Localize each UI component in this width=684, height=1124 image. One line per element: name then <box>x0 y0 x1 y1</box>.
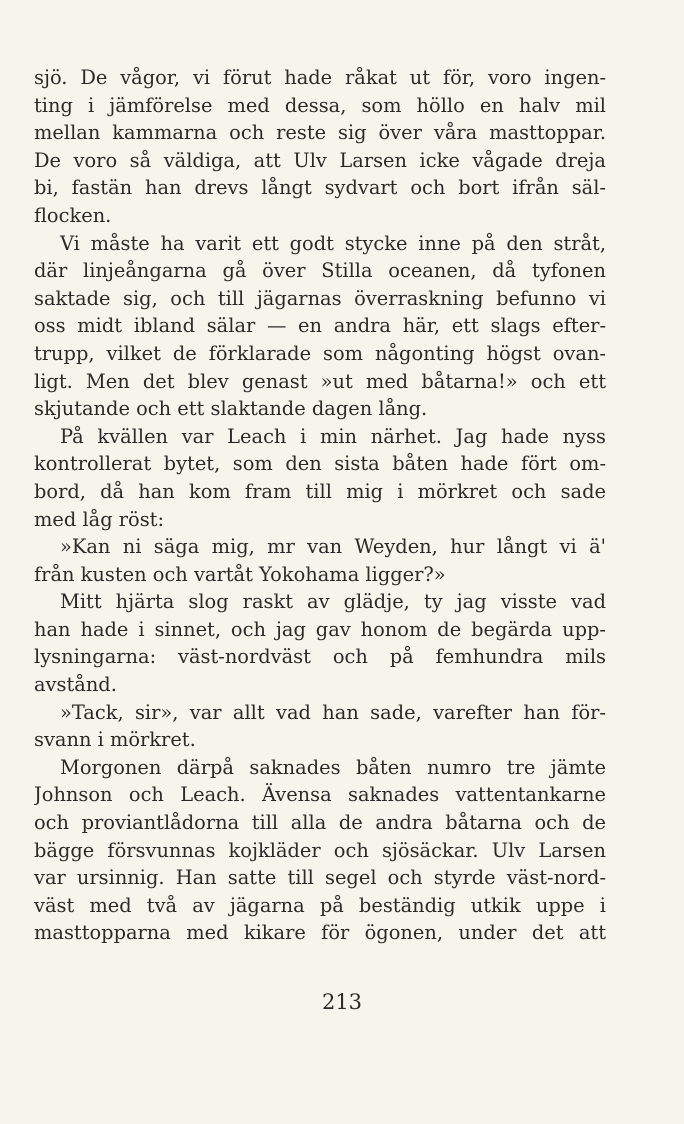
text-line: De voro så väldiga, att Ulv Larsen icke vågade dreja <box>34 148 606 172</box>
text-line: skjutande och ett slaktande dagen lång. <box>34 397 428 421</box>
text-line: Morgonen därpå saknades båten numro tre jämte <box>60 755 606 779</box>
text-line: han hade i sinnet, och jag gav honom de begärda upp- <box>34 617 606 641</box>
text-line: lysningarna: väst-nordväst och på femhundra mils <box>34 645 606 669</box>
text-line: »Tack, sir», var allt vad han sade, varefter han för- <box>60 700 606 724</box>
text-line: ting i jämförelse med dessa, som höllo en halv mil <box>34 93 606 117</box>
text-line: bägge försvunnas kojkläder och sjösäckar. Ulv Larsen <box>34 838 606 862</box>
text-line: Vi måste ha varit ett godt stycke inne på den stråt, <box>60 231 606 255</box>
text-line: bord, då han kom fram till mig i mörkret och sade <box>34 479 606 503</box>
text-line: sjö. De vågor, vi förut hade råkat ut för, voro ingen- <box>34 66 606 89</box>
text-line: med låg röst: <box>34 507 164 531</box>
text-line: saktade sig, och till jägarnas överraskning befunno vi <box>34 286 606 310</box>
text-line: masttopparna med kikare för ögonen, under det att <box>34 921 606 945</box>
text-line: oss midt ibland sälar — en andra här, ett slags efter- <box>34 314 606 338</box>
text-line: Mitt hjärta slog raskt av glädje, ty jag visste vad <box>60 590 606 614</box>
text-line: ligt. Men det blev genast »ut med båtarna!» och ett <box>34 369 606 393</box>
text-line: kontrollerat bytet, som den sista båten hade fört om- <box>34 452 606 476</box>
text-line: mellan kammarna och reste sig över våra masttoppar. <box>34 121 606 145</box>
text-line: bi, fastän han drevs långt sydvart och bort ifrån säl- <box>34 176 606 200</box>
text-line: »Kan ni säga mig, mr van Weyden, hur långt vi ä' <box>60 535 606 559</box>
text-line: flocken. <box>34 203 112 227</box>
text-line: På kvällen var Leach i min närhet. Jag hade nyss <box>60 424 606 448</box>
text-line: och proviantlådorna till alla de andra båtarna och de <box>34 811 606 835</box>
text-line: svann i mörkret. <box>34 728 196 752</box>
text-line: från kusten och vartåt Yokohama ligger?» <box>34 562 446 586</box>
text-line: avstånd. <box>34 673 117 697</box>
text-line: väst med två av jägarna på beständig utkik uppe i <box>34 893 606 917</box>
text-line: där linjeångarna gå över Stilla oceanen, då tyfonen <box>34 259 606 283</box>
text-line: trupp, vilket de förklarade som någonting högst ovan- <box>34 341 606 365</box>
body-text <box>34 64 606 947</box>
text-line: var ursinnig. Han satte till segel och styrde väst-nord- <box>34 866 606 890</box>
text-line: Johnson och Leach. Ävensa saknades vattentankarne <box>34 783 606 807</box>
page-number: 213 <box>321 990 363 1014</box>
